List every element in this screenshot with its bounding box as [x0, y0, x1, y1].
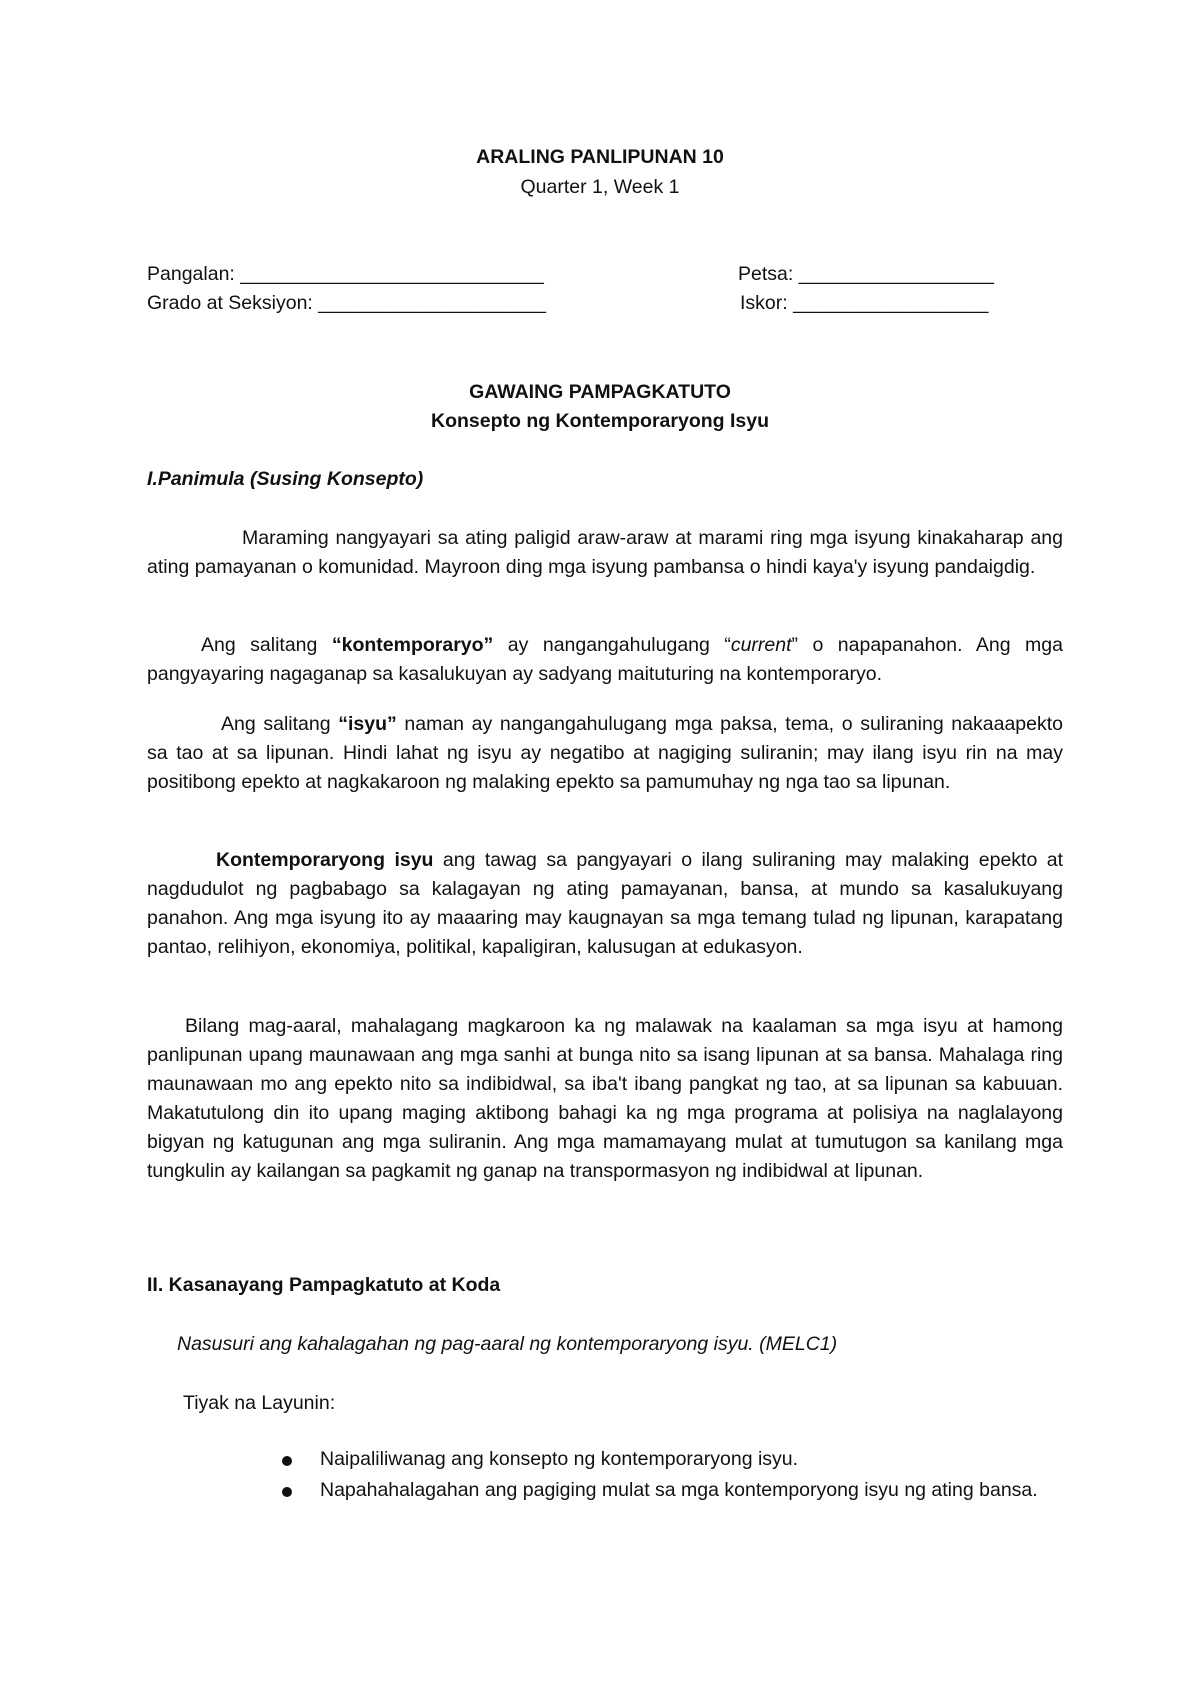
term-current: current: [730, 634, 792, 656]
paragraph-intro: Maraming nangyayari sa ating paligid araw-araw at marami ring mga isyung kinakaharap ang ating pamayanan o komunidad. Mayroon ding mga isyung pambansa o hindi kaya'y isyung pandaigdig.: [147, 527, 1063, 578]
date-field[interactable]: Petsa: __________________: [738, 263, 994, 285]
section-2-heading: II. Kasanayang Pampagkatuto at Koda: [147, 1274, 501, 1296]
p2-text-c: ay nangangahulugang “: [493, 634, 731, 656]
p4-text-b: ang tawag sa pangyayari o ilang suliraning may malaking epekto at nagdudulot ng pagbabago sa kalagayan ng ating pamayanan, bansa, at mundo sa kasalukuyang panahon. Ang mga isyung ito ay maaaring may kaugnayan sa mga temang tulad ng lipunan, karapatang pantao, relihiyon, ekonomiya, politikal, kapaligiran, kalusugan at edukasyon.: [147, 849, 1063, 958]
p2-text-e: ” o napapanahon. Ang mga pangyayaring nagaganap sa kasalukuyan ay sadyang maituturing na kontemporaryo.: [147, 634, 1063, 685]
p3-text-c: naman ay nangangahulugang mga paksa, tema, o suliraning nakaaapekto sa tao at sa lipunan. Hindi lahat ng isyu ay negatibo at nagiging suliranin; may ilang isyu rin na may positibong epekto at nagkakaroon ng malaking epekto sa pamumuhay ng nga tao sa lipunan.: [147, 713, 1063, 793]
section-1-heading: I.Panimula (Susing Konsepto): [147, 468, 424, 490]
activity-subtitle: Konsepto ng Kontemporaryong Isyu: [430, 410, 769, 432]
objectives-label: Tiyak na Layunin:: [183, 1392, 336, 1414]
subject-title: ARALING PANLIPUNAN 10: [476, 146, 724, 168]
term-kontemporaryo: “kontemporaryo”: [331, 634, 494, 656]
term-kontemporaryong-isyu: Kontemporaryong isyu: [216, 849, 434, 871]
objective-text: Naipaliliwanag ang konsepto ng kontemporaryong isyu.: [320, 1448, 799, 1470]
list-item: [278, 1476, 1038, 1505]
paragraph-mag-aaral: Bilang mag-aaral, mahalagang magkaroon ka ng malawak na kaalaman sa mga isyu at hamong panlipunan upang maunawaan ang mga sanhi at bunga nito sa isang lipunan at sa bansa. Mahalaga ring maunawaan mo ang epekto nito sa indibidwal, sa iba't ibang pangkat ng tao, at sa lipunan sa kabuuan. Makatutulong din ito upang maging aktibong bahagi ka ng mga programa at polisiya na naglalayong bigyan ng katugunan ang mga suliranin. Ang mga mamamayang mulat at tumutugon sa kanilang mga tungkulin ay kailangan sa pagkamit ng ganap na transpormasyon ng indibidwal at lipunan.: [147, 1015, 1063, 1182]
competency-melc: Nasusuri ang kahalagahan ng pag-aaral ng kontemporaryong isyu. (MELC1): [177, 1333, 838, 1355]
paragraph-isyu: [147, 710, 1063, 797]
score-field[interactable]: Iskor: __________________: [740, 292, 989, 314]
term-isyu: “isyu”: [338, 713, 397, 735]
bullet-icon: [282, 1456, 292, 1466]
objective-text: Napahahalagahan ang pagiging mulat sa mga kontemporyong isyu ng ating bansa.: [320, 1479, 1038, 1501]
list-item: [278, 1445, 1038, 1474]
p2-text-a: Ang salitang: [201, 634, 332, 656]
quarter-week: Quarter 1, Week 1: [520, 176, 680, 198]
objectives-list: [278, 1445, 1038, 1507]
paragraph-kontemporaryong-isyu: [147, 846, 1063, 962]
name-field[interactable]: Pangalan: ____________________________: [147, 263, 544, 285]
p3-text-a: Ang salitang: [221, 713, 339, 735]
paragraph-kontemporaryo: [147, 631, 1063, 689]
activity-title: GAWAING PAMPAGKATUTO: [469, 381, 731, 403]
grade-section-field[interactable]: Grado at Seksiyon: _____________________: [147, 292, 546, 314]
bullet-icon: [282, 1487, 292, 1497]
